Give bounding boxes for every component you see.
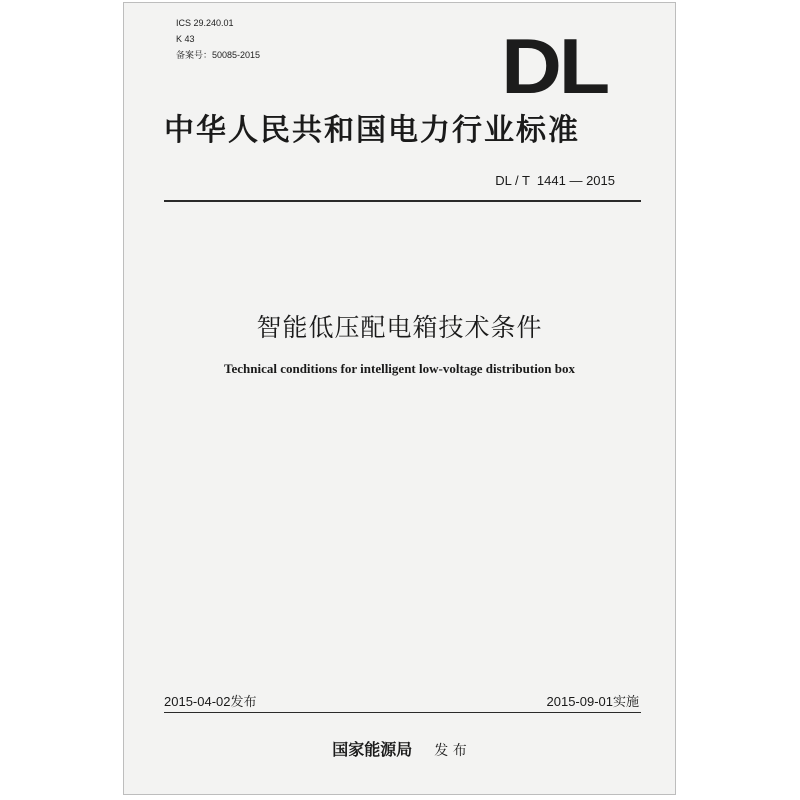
org-title: 中华人民共和国电力行业标准: [164, 113, 580, 148]
issue-date: 2015-04-02发布: [164, 694, 257, 709]
document-cover: [123, 2, 676, 795]
record-number: 备案号：50085-2015: [176, 50, 261, 60]
implementation-date: 2015-09-01实施: [546, 694, 639, 709]
document-title-chinese: 智能低压配电箱技术条件: [256, 313, 543, 342]
classification-code: K 43: [176, 34, 195, 44]
header-divider: [164, 200, 641, 202]
footer-divider: [164, 712, 641, 713]
dl-logo: DL: [501, 22, 607, 110]
issuer-line: [124, 737, 675, 760]
issuer-verb: 发 布: [434, 743, 467, 759]
standard-code: DL / T 1441 — 2015: [495, 173, 615, 188]
document-title-english: Technical conditions for intelligent low-voltage distribution box: [223, 361, 576, 376]
ics-code: ICS 29.240.01: [176, 18, 234, 28]
issuer-name: 国家能源局: [332, 740, 413, 759]
